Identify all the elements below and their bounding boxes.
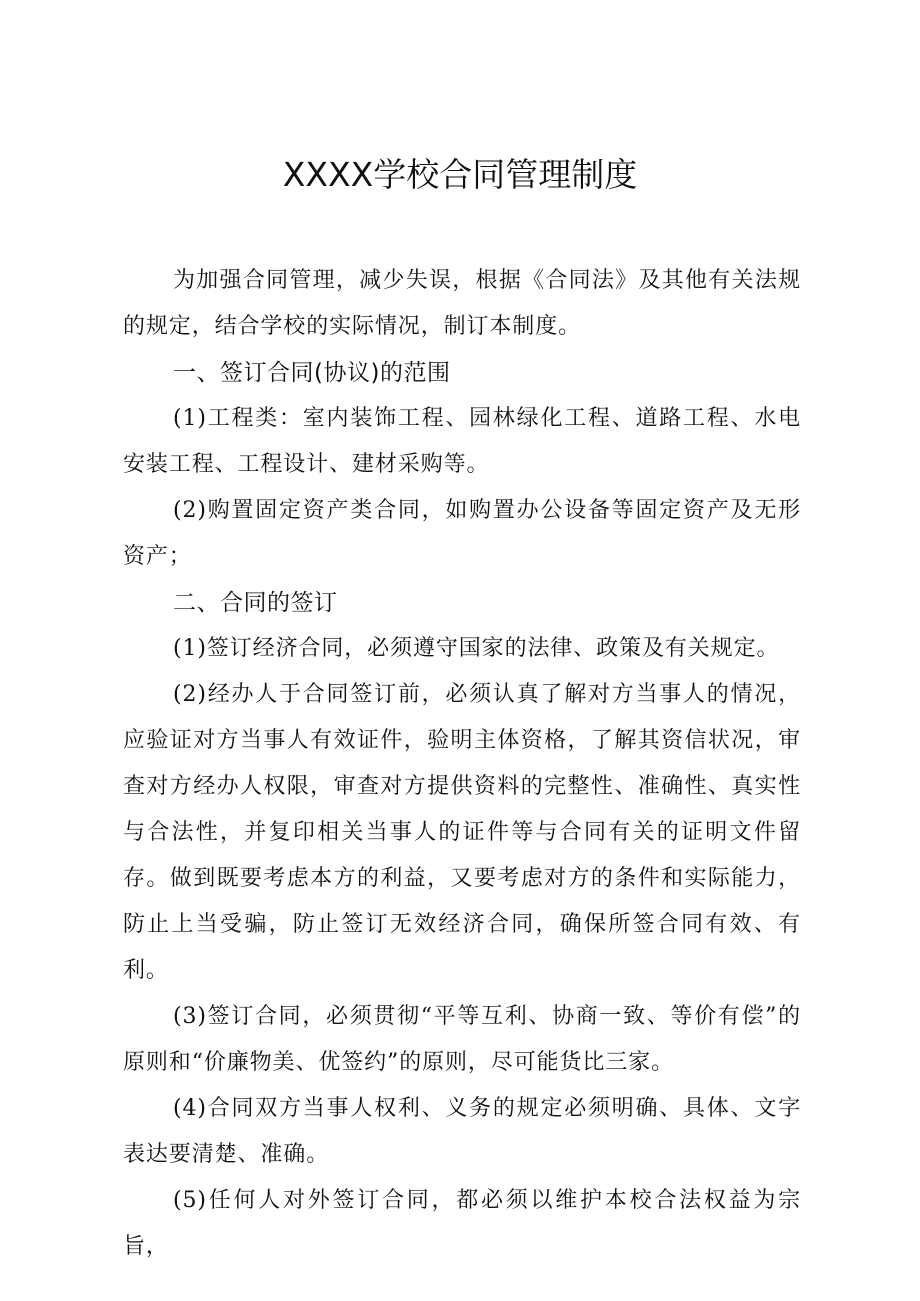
- scope-item-1: (1)工程类：室内装饰工程、园林绿化工程、道路工程、水电安装工程、工程设计、建材采购等。: [123, 406, 801, 477]
- scope-item-2: (2)购置固定资产类合同，如购置办公设备等固定资产及无形资产；: [123, 498, 801, 569]
- signing-item-3: (3)签订合同，必须贯彻“平等互利、协商一致、等价有偿”的原则和“价廉物美、优签约”的原则，尽可能货比三家。: [123, 1004, 801, 1075]
- signing-item-2: (2)经办人于合同签订前，必须认真了解对方当事人的情况，应验证对方当事人有效证件，验明主体资格，了解其资信状况，审查对方经办人权限，审查对方提供资料的完整性、准确性、真实性与合法性，并复印相关当事人的证件等与合同有关的证明文件留存。做到既要考虑本方的利益，又要考虑对方的条件和实际能力，防止上当受骗，防止签订无效经济合同，确保所签合同有效、有利。: [123, 682, 801, 983]
- section-heading-scope: 一、签订合同(协议)的范围: [173, 360, 451, 386]
- document-body: [123, 258, 801, 1270]
- signing-item-5: (5)任何人对外签订合同，都必须以维护本校合法权益为宗旨，: [123, 1188, 801, 1259]
- document-title: XXXX学校合同管理制度: [282, 155, 638, 194]
- signing-item-1: (1)签订经济合同，必须遵守国家的法律、政策及有关规定。: [173, 636, 780, 661]
- intro-paragraph: 为加强合同管理，减少失误，根据《合同法》及其他有关法规的规定，结合学校的实际情况，制订本制度。: [123, 268, 801, 339]
- signing-item-4: (4)合同双方当事人权利、义务的规定必须明确、具体、文字表达要清楚、准确。: [123, 1096, 801, 1167]
- section-heading-signing: 二、合同的签订: [173, 590, 338, 616]
